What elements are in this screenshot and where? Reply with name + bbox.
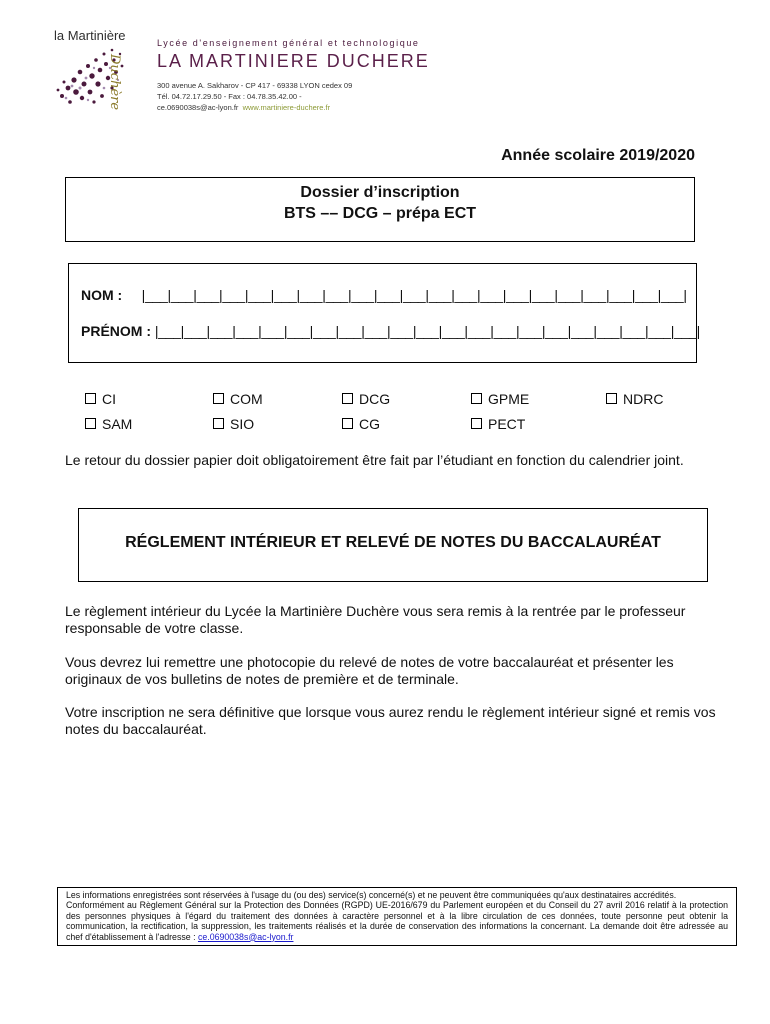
- retour-instructions: Le retour du dossier papier doit obligatoirement être fait par l’étudiant en fonction du calendrier joint.: [65, 452, 684, 468]
- prenom-field[interactable]: [81, 323, 700, 339]
- option-com[interactable]: COM: [213, 391, 263, 407]
- checkbox[interactable]: [342, 393, 353, 404]
- footer-text-1: Les informations enregistrées sont réservées à l'usage du (ou des) service(s) concerné(s) et ne peuvent être communiquées qu'aux destinataires accrédités.: [66, 890, 677, 900]
- option-ci[interactable]: CI: [85, 391, 116, 407]
- logo-wordmark: la Martinière: [54, 28, 126, 43]
- prenom-label: PRÉNOM :: [81, 323, 151, 339]
- nom-field[interactable]: [81, 287, 687, 303]
- nom-input-blanks[interactable]: |___|___|___|___|___|___|___|___|___|___|___|___|___|___|___|___|___|___|___|___|___|: [141, 287, 687, 303]
- footer-text-2: Conformément au Règlement Général sur la Protection des Données (RGPD) UE-2016/679 du Parlement européen et du Conseil du 27 avril 2016 relatif à la protection des personnes physiques à l'égard du traitement des données à caractère personnel et à la libre circulation de ces données, toute personne peut obtenir la communication, la rectification, la suppression, les traitements réalisés et la durée de conservation des informations la concernant. La demande doit être adressée au chef d'établissement à l'adresse : ce.0690038s@ac-lyon.fr: [66, 900, 728, 942]
- dossier-title-box: [65, 177, 695, 242]
- checkbox[interactable]: [213, 418, 224, 429]
- section-title-box: [78, 508, 708, 582]
- checkbox[interactable]: [85, 393, 96, 404]
- option-pect[interactable]: PECT: [471, 416, 525, 432]
- contact-line: [157, 103, 330, 112]
- school-year: Année scolaire 2019/2020: [501, 147, 695, 164]
- email-text: ce.0690038s@ac-lyon.fr: [157, 103, 239, 112]
- dossier-programs: BTS –– DCG – prépa ECT: [283, 205, 477, 222]
- option-cg[interactable]: CG: [342, 416, 380, 432]
- checkbox[interactable]: [85, 418, 96, 429]
- checkbox[interactable]: [471, 393, 482, 404]
- paragraph-reglement: Le règlement intérieur du Lycée la Martinière Duchère vous sera remis à la rentrée par le professeur responsable de votre classe.: [65, 603, 686, 636]
- logo-vertical-text: Duchère: [107, 54, 122, 111]
- footer-email-link[interactable]: ce.0690038s@ac-lyon.fr: [197, 931, 294, 942]
- checkbox[interactable]: [471, 418, 482, 429]
- checkbox[interactable]: [606, 393, 617, 404]
- address-line-2: Tél. 04.72.17.29.50 - Fax : 04.78.35.42.00 -: [157, 92, 302, 101]
- school-name: LA MARTINIERE DUCHERE: [157, 51, 430, 71]
- paragraph-inscription: Votre inscription ne sera définitive que lorsque vous aurez rendu le règlement intérieur signé et remis vos notes du baccalauréat.: [65, 704, 716, 737]
- option-dcg[interactable]: DCG: [342, 391, 390, 407]
- option-gpme[interactable]: GPME: [471, 391, 529, 407]
- option-ndrc[interactable]: NDRC: [606, 391, 663, 407]
- dossier-title: Dossier d’inscription: [300, 184, 460, 201]
- website-link[interactable]: www.martiniere-duchere.fr: [242, 103, 331, 112]
- option-sio[interactable]: SIO: [213, 416, 254, 432]
- paragraph-releve: Vous devrez lui remettre une photocopie du relevé de notes de votre baccalauréat et présenter les originaux de vos bulletins de notes de première et de terminale.: [65, 654, 674, 687]
- checkbox[interactable]: [342, 418, 353, 429]
- nom-label: NOM :: [81, 287, 123, 303]
- identity-box: [68, 263, 700, 363]
- school-subtitle: Lycée d'enseignement général et technologique: [157, 38, 420, 48]
- address-line-1: 300 avenue A. Sakharov - CP 417 - 69338 LYON cedex 09: [157, 81, 353, 90]
- prenom-input-blanks[interactable]: |___|___|___|___|___|___|___|___|___|___|___|___|___|___|___|___|___|___|___|___|___|: [154, 323, 700, 339]
- rgpd-footer: [57, 887, 737, 946]
- section-title: RÉGLEMENT INTÉRIEUR ET RELEVÉ DE NOTES DU BACCALAURÉAT: [125, 534, 661, 551]
- option-sam[interactable]: SAM: [85, 416, 132, 432]
- checkbox[interactable]: [213, 393, 224, 404]
